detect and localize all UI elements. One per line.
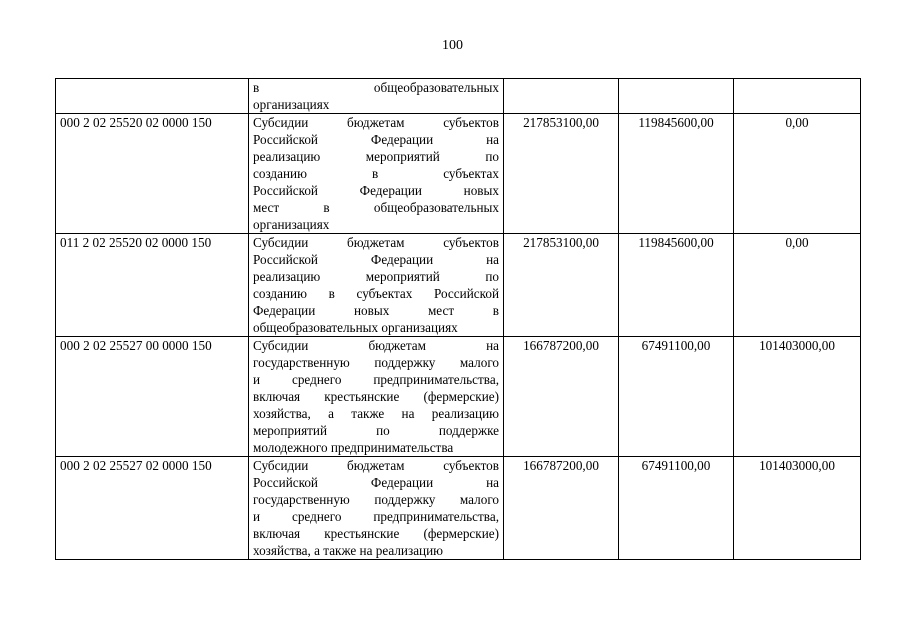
table-row [56, 234, 861, 337]
amount-cell-2: 119845600,00 [619, 114, 734, 234]
description-line: мероприятий по поддержке [253, 423, 499, 438]
description-line: организациях [253, 97, 330, 112]
budget-table-body [56, 79, 861, 560]
description-line: государственную поддержку малого [253, 492, 499, 507]
budget-table [55, 78, 861, 560]
amount-cell-1 [504, 79, 619, 114]
amount-cell-3: 101403000,00 [734, 457, 861, 560]
description-line: хозяйства, а также на реализацию [253, 406, 499, 421]
amount-cell-3: 0,00 [734, 234, 861, 337]
description-cell [249, 114, 504, 234]
amount-cell-3: 101403000,00 [734, 337, 861, 457]
description-cell [249, 79, 504, 114]
description-line: включая крестьянские (фермерские) [253, 389, 499, 404]
budget-code-cell: 000 2 02 25520 02 0000 150 [56, 114, 249, 234]
description-line: организациях [253, 217, 330, 232]
description-line: Субсидии бюджетам субъектов [253, 458, 499, 473]
amount-cell-2: 67491100,00 [619, 457, 734, 560]
description-line: реализацию мероприятий по [253, 269, 499, 284]
description-cell [249, 457, 504, 560]
description-line: и среднего предпринимательства, [253, 509, 499, 524]
description-line: общеобразовательных организациях [253, 320, 458, 335]
description-line: и среднего предпринимательства, [253, 372, 499, 387]
page-number: 100 [442, 38, 463, 53]
budget-code-cell: 000 2 02 25527 02 0000 150 [56, 457, 249, 560]
description-line: хозяйства, а также на реализацию [253, 543, 444, 558]
description-line: Российской Федерации на [253, 132, 499, 147]
table-row [56, 457, 861, 560]
description-line: Федерации новых мест в [253, 303, 499, 318]
table-row [56, 79, 861, 114]
description-line: Российской Федерации на [253, 475, 499, 490]
description-line: созданию в субъектах Российской [253, 286, 499, 301]
description-line: созданию в субъектах [253, 166, 499, 181]
amount-cell-2: 119845600,00 [619, 234, 734, 337]
amount-cell-2: 67491100,00 [619, 337, 734, 457]
amount-cell-1: 217853100,00 [504, 114, 619, 234]
amount-cell-3: 0,00 [734, 114, 861, 234]
description-line: Субсидии бюджетам субъектов [253, 235, 499, 250]
description-line: реализацию мероприятий по [253, 149, 499, 164]
description-line: включая крестьянские (фермерские) [253, 526, 499, 541]
description-line: в общеобразовательных [253, 80, 499, 95]
budget-code-cell: 000 2 02 25527 00 0000 150 [56, 337, 249, 457]
table-row [56, 114, 861, 234]
amount-cell-1: 217853100,00 [504, 234, 619, 337]
description-cell [249, 234, 504, 337]
description-cell [249, 337, 504, 457]
table-row [56, 337, 861, 457]
description-line: Субсидии бюджетам субъектов [253, 115, 499, 130]
description-line: молодежного предпринимательства [253, 440, 454, 455]
amount-cell-1: 166787200,00 [504, 337, 619, 457]
description-line: Субсидии бюджетам на [253, 338, 499, 353]
amount-cell-3 [734, 79, 861, 114]
description-line: мест в общеобразовательных [253, 200, 499, 215]
budget-code-cell: 011 2 02 25520 02 0000 150 [56, 234, 249, 337]
budget-code-cell [56, 79, 249, 114]
amount-cell-1: 166787200,00 [504, 457, 619, 560]
description-line: Российской Федерации новых [253, 183, 499, 198]
description-line: Российской Федерации на [253, 252, 499, 267]
amount-cell-2 [619, 79, 734, 114]
description-line: государственную поддержку малого [253, 355, 499, 370]
